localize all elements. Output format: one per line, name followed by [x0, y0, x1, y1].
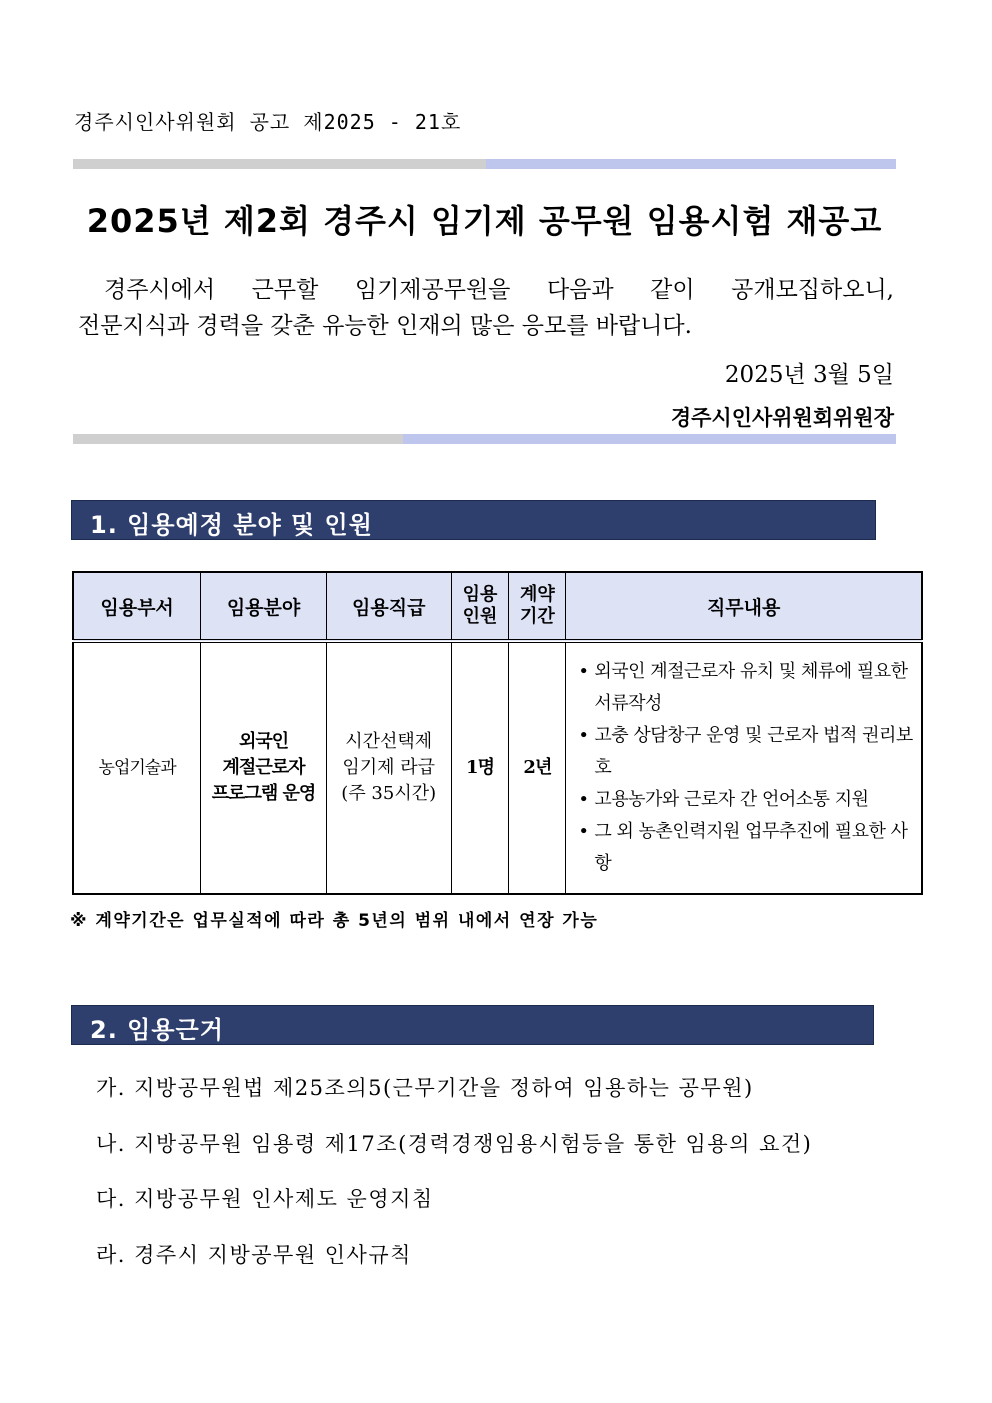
header-period: [509, 572, 566, 641]
cell-grade-line: (주 35시간): [341, 783, 437, 804]
header-field: 임용분야: [201, 572, 327, 641]
section-heading-text: 2. 임용근거: [90, 1016, 224, 1044]
legal-basis-item: 나. 지방공무원 임용령 제17조(경력경쟁임용시험등을 통한 임용의 요건): [96, 1132, 813, 1156]
header-grade: 임용직급: [326, 572, 451, 641]
header-duties: 직무내용: [566, 572, 922, 641]
section-heading-text: 1. 임용예정 분야 및 인원: [90, 511, 373, 539]
intro-paragraph: [78, 272, 894, 344]
divider-blue-segment: [486, 159, 896, 169]
header-period-line2: 기간: [520, 606, 555, 627]
duty-item: • 그 외 농촌인력지원 업무추진에 필요한 사항: [576, 816, 913, 880]
contract-footnote: ※ 계약기간은 업무실적에 따라 총 5년의 범위 내에서 연장 가능: [70, 911, 599, 931]
section-heading-2: [71, 1005, 874, 1045]
intro-line-1: 경주시에서 근무할 임기제공무원을 다음과 같이 공개모집하오니,: [104, 277, 894, 303]
cell-field-line: 외국인: [238, 731, 289, 752]
divider-gray-segment: [73, 159, 486, 169]
legal-basis-item: 다. 지방공무원 인사제도 운영지침: [96, 1187, 434, 1211]
cell-grade: [326, 641, 451, 894]
intro-line-2: 전문지식과 경력을 갖춘 유능한 인재의 많은 응모를 바랍니다.: [78, 313, 692, 339]
duty-item: • 고충 상담창구 운영 및 근로자 법적 권리보호: [576, 720, 913, 784]
header-count-line2: 인원: [462, 606, 498, 627]
section-heading-1: [71, 500, 876, 540]
cell-dept: 농업기술과: [73, 641, 201, 894]
header-count-line1: 임용: [462, 584, 498, 605]
duty-item: • 외국인 계절근로자 유치 및 체류에 필요한 서류작성: [576, 656, 913, 720]
cell-field: [201, 641, 327, 894]
recruitment-table: [72, 571, 923, 895]
notice-date: 2025년 3월 5일: [724, 362, 894, 388]
cell-field-line: 프로그램 운영: [211, 783, 316, 804]
cell-duties: [566, 641, 922, 894]
bottom-divider: [73, 434, 896, 444]
header-period-line1: 계약: [520, 584, 555, 605]
page-title: 2025년 제2회 경주시 임기제 공무원 임용시험 재공고: [86, 202, 883, 240]
signer: 경주시인사위원회위원장: [670, 406, 894, 430]
cell-count: 1명: [451, 641, 509, 894]
divider-gray-segment: [73, 434, 403, 444]
header-dept: 임용부서: [73, 572, 201, 641]
cell-grade-line: 임기제 라급: [342, 757, 436, 778]
legal-basis-item: 가. 지방공무원법 제25조의5(근무기간을 정하여 임용하는 공무원): [96, 1076, 754, 1100]
table-header-row: [73, 572, 922, 641]
cell-period: 2년: [509, 641, 566, 894]
cell-grade-line: 시간선택제: [345, 731, 433, 752]
cell-field-line: 계절근로자: [222, 757, 305, 778]
top-divider: [73, 159, 896, 169]
table-row: [73, 641, 922, 894]
duties-list: [576, 656, 913, 880]
divider-blue-segment: [403, 434, 896, 444]
header-count: [451, 572, 509, 641]
duty-item: • 고용농가와 근로자 간 언어소통 지원: [576, 784, 913, 816]
notice-number: 경주시인사위원회 공고 제2025 - 21호: [74, 110, 462, 134]
legal-basis-item: 라. 경주시 지방공무원 인사규칙: [96, 1243, 412, 1267]
